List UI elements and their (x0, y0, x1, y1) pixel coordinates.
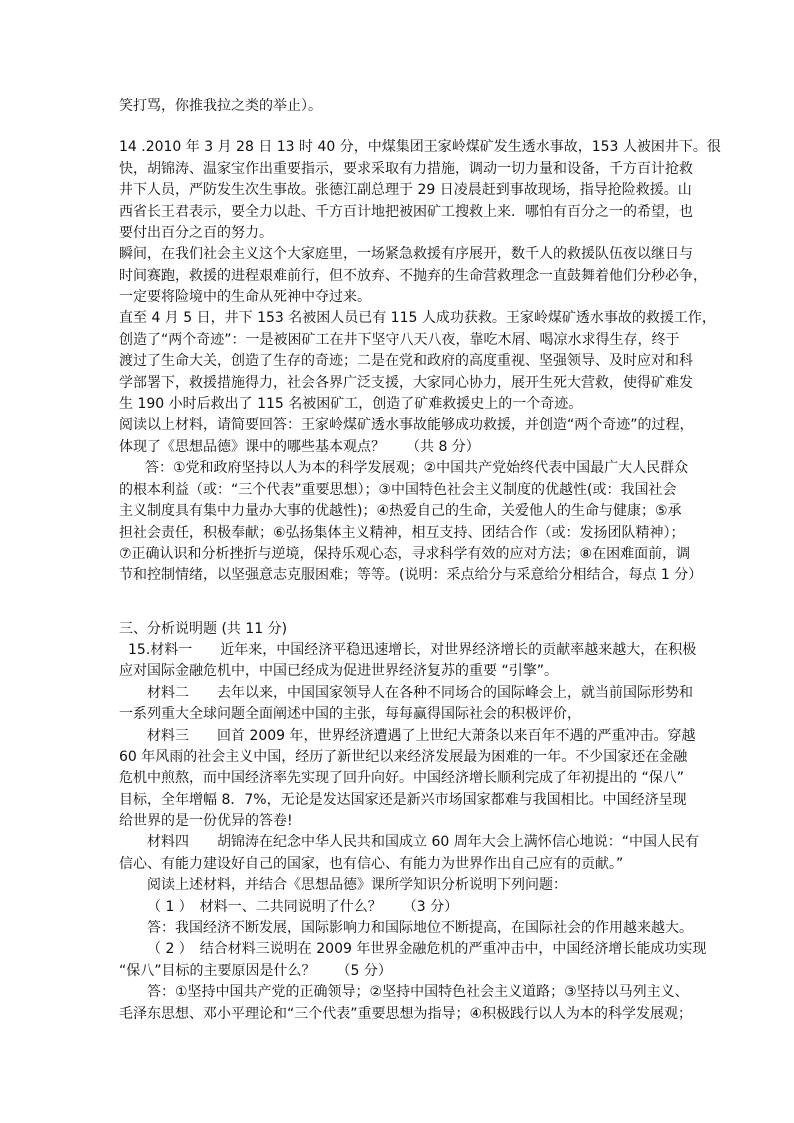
q15-line: 危机中煎熬，而中国经济率先实现了回升向好。中国经济增长顺利完成了年初提出的 “保八” (119, 770, 684, 786)
q15-line: 毛泽东思想、邓小平理论和“三个代表”重要思想为指导；④积极践行以人为本的科学发展观； (119, 1006, 693, 1022)
q14-line: 瞬间，在我们社会主义这个大家庭里，一场紧急救援有序展开，数千人的救援队伍夜以继日与 (119, 246, 693, 262)
q15-sub-question-2: （ 2 ） 结合材料三说明在 2009 年世界金融危机的严重冲击中，中国经济增长能成功实现 (147, 941, 707, 957)
material-four: 材料四 胡锦涛在纪念中华人民共和国成立 60 周年大会上满怀信心地说：“中国人民有 (147, 834, 699, 850)
q15-answer-2: 答：①坚持中国共产党的正确领导；②坚持中国特色社会主义道路；③坚持以马列主义、 (147, 984, 689, 1000)
q14-line: 一定要将险境中的生命从死神中夺过来。 (119, 289, 371, 305)
q15-line: 60 年风雨的社会主义中国，经历了新世纪以来经济发展最为困难的一年。不少国家还在金融 (119, 749, 688, 765)
q14-line: 井下人员，严防发生次生事故。张德江副总理于 29 日凌晨赶到事故现场，指导抢险救援。山 (119, 182, 692, 198)
section-heading: 三、分析说明题 (共 11 分) (119, 621, 288, 637)
material-two: 材料二 去年以来，中国国家领导人在各种不同场合的国际峰会上，就当前国际形势和 (147, 685, 693, 701)
q14-answer-line: 的根本利益（或：“三个代表”重要思想）；③中国特色社会主义制度的优越性(或：我国社会 (119, 482, 677, 498)
q14-answer-line: 答：①党和政府坚持以人为本的科学发展观；②中国共产党始终代表中国最广大人民群众 (145, 460, 689, 476)
q15-sub-question-1: （ 1 ） 材料一、二共同说明了什么？ （3 分） (147, 899, 459, 915)
q14-answer-line: 担社会责任，积极奉献；⑥弘扬集体主义精神，相互支持、团结合作（或：发扬团队精神）； (119, 525, 685, 541)
q14-line: 学部署下，救援措施得力，社会各界广泛支援，大家同心协力，展开生死大营救，使得矿难发 (119, 375, 693, 391)
q14-line: 渡过了生命大关，创造了生存的奇迹；二是在党和政府的高度重视、坚强领导、及时应对和科 (119, 353, 693, 369)
q14-line: 要付出百分之百的努力。 (119, 225, 273, 241)
q14-line: 创造了“两个奇迹”：一是被困矿工在井下坚守八天八夜，靠吃木屑、喝凉水求得生存，终于 (119, 332, 680, 348)
q14-line: 时间赛跑，救援的进程艰难前行，但不放弃、不抛弃的生命营救理念一直鼓舞着他们分秒必争， (119, 268, 707, 284)
q15-line: 15.材料一 近年来，中国经济平稳迅速增长，对世界经济增长的贡献率越来越大，在积极 (128, 642, 697, 658)
top-fragment: 笑打骂，你推我拉之类的举止）。 (119, 98, 322, 114)
q15-line: 目标，全年增幅 8．7%，无论是发达国家还是新兴市场国家都难与我国相比。中国经济呈现 (119, 792, 687, 808)
q14-answer-line: 节和控制情绪，以坚强意志克服困难；等等。(说明：采点给分与采意给分相结合，每点 1 分） (119, 567, 703, 583)
q15-answer-1: 答：我国经济不断发展，国际影响力和国际地位不断提高，在国际社会的作用越来越大。 (147, 920, 693, 936)
q14-line: 14 .2010 年 3 月 28 日 13 时 40 分，中煤集团王家岭煤矿发生透水事故，153 人被困井下。很 (119, 139, 721, 155)
q15-instruction: 阅读上述材料，并结合《思想品德》课所学知识分析说明下列问题： (147, 877, 567, 893)
material-three: 材料三 回首 2009 年，世界经济遭遇了上世纪大萧条以来百年不遇的严重冲击。穿越 (147, 728, 696, 744)
q14-line: 快，胡锦涛、温家宝作出重要指示，要求采取有力措施，调动一切力量和设备，千方百计抢救 (119, 161, 693, 177)
q15-line: 一系列重大全球问题全面阐述中国的主张，每每赢得国际社会的积极评价， (119, 706, 581, 722)
q15-line: 应对国际金融危机中，中国已经成为促进世界经济复苏的重要 “引擎”。 (119, 663, 558, 679)
q14-line: 阅读以上材料，请简要回答：王家岭煤矿透水事故能够成功救援，并创造“两个奇迹”的过程， (119, 417, 694, 433)
q14-question: 体现了《思想品德》课中的哪些基本观点？ （共 8 分） (119, 439, 480, 455)
q14-answer-line: ⑦正确认识和分析挫折与逆境，保持乐观心态，寻求科学有效的应对方法；⑧在困难面前，调 (119, 546, 691, 562)
q15-line: 信心、有能力建设好自己的国家，也有信心、有能力为世界作出自己应有的贡献。” (119, 856, 624, 872)
q15-line: 给世界的是一份优异的答卷! (119, 813, 293, 829)
q14-line: 直至 4 月 5 日，井下 153 名被困人员已有 115 人成功获救。王家岭煤矿透水事故的救援工作， (119, 310, 716, 326)
q14-line: 生 190 小时后救出了 115 名被困矿工，创造了矿难救援史上的一个奇迹。 (119, 396, 583, 412)
q14-answer-line: 主义制度具有集中力量办大事的优越性)；④热爱自己的生命，关爱他人的生命与健康；⑤承 (119, 503, 682, 519)
q14-line: 西省长王君表示，要全力以赴、千方百计地把被困矿工搜救上来．哪怕有百分之一的希望，也 (119, 204, 693, 220)
q15-line: “保八”目标的主要原因是什么？ （5 分） (119, 963, 392, 979)
